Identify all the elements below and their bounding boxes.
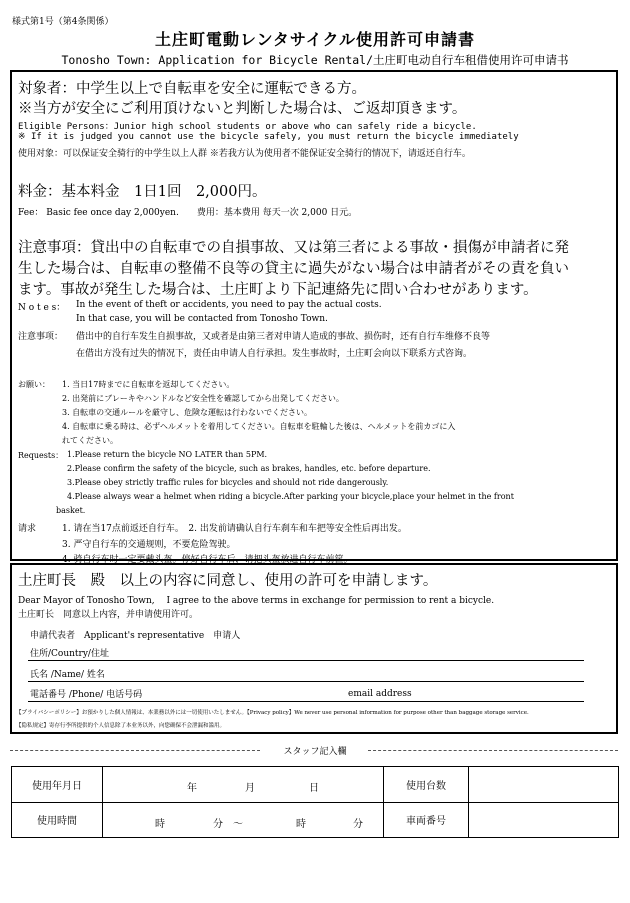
consent-en: Dear Mayor of Tonosho Town, I agree to the above terms in exchange for permission to rent a bicycle. — [18, 596, 495, 606]
page-title: 土庄町電動レンタサイクル使用許可申請書 — [154, 30, 476, 49]
requests-en-label: Requests： — [18, 451, 64, 460]
email-label: email address — [348, 689, 412, 699]
staff-row-time — [12, 802, 619, 838]
requests-en-1: 1.Please return the bicycle NO LATER than 5PM. — [67, 450, 268, 459]
notes-en-1: In the event of theft or accidents, you need to pay the actual costs. — [76, 300, 382, 310]
use-time-label: 使用時間 — [12, 802, 103, 838]
staff-section-label: スタッフ記入欄 — [283, 747, 347, 757]
eligibility-en-2: ※ If it is judged you cannot use the bicycle safely, you must return the bicycle immediately — [18, 132, 519, 142]
name-line[interactable] — [28, 681, 584, 682]
page-subtitle: Tonosho Town: Application for Bicycle Rental/土庄町电动自行车租借使用许可申请书 — [61, 53, 569, 67]
privacy-policy-2: 【隐私规定】寄存行李所提供的个人信息除了本业务以外，向您确保不会泄漏和滥用。 — [16, 723, 226, 729]
requests-en-4b: basket. — [56, 506, 86, 515]
requests-ja-2: 2. 出発前にブレーキやハンドルなど安全性を確認してから出発してください。 — [62, 394, 344, 403]
minute-label-end: 分 — [353, 818, 363, 830]
requests-ja-3: 3. 自転車の交通ルールを厳守し、危険な運転は行わないでください。 — [62, 408, 313, 417]
use-count-label: 使用台数 — [384, 767, 469, 803]
phone-email-line[interactable] — [28, 701, 584, 702]
use-date-label: 使用年月日 — [12, 767, 103, 803]
privacy-policy-1: 【プライバシーポリシー】お預かりした個人情報は、本業務以外には一切使用いたしません。【Privacy policy】We never use personal information for purpose other than baggage storage service. — [16, 710, 529, 716]
staff-row-date — [12, 767, 619, 803]
notes-zh-label: 注意事项： — [18, 332, 64, 342]
tilde: ～ — [233, 818, 243, 830]
staff-table — [11, 766, 619, 838]
eligibility-ja-2: ※当方が安全にご利用頂けないと判断した場合は、ご返却頂きます。 — [18, 101, 467, 117]
applicant-representative-label: 申請代表者 Applicant's representative 申请人 — [30, 631, 241, 641]
minute-label-start: 分 — [213, 818, 223, 830]
address-line[interactable] — [28, 660, 584, 661]
requests-ja-4b: れてください。 — [62, 436, 118, 445]
use-count-field[interactable] — [469, 767, 619, 803]
year-label: 年 — [187, 783, 197, 794]
requests-ja-1: 1. 当日17時までに自転車を返却してください。 — [62, 380, 235, 389]
fee-en-zh: Fee： Basic fee once day 2,000yen. 费用：基本费用 每天一次 2,000 日元。 — [18, 208, 358, 218]
consent-ja: 土庄町長 殿 以上の内容に同意し、使用の許可を申請します。 — [18, 573, 438, 589]
use-time-field[interactable] — [103, 802, 384, 838]
consent-box — [10, 563, 618, 734]
form-number: 様式第1号（第4条関係） — [12, 17, 114, 27]
vehicle-no-field[interactable] — [469, 802, 619, 838]
requests-zh-label: 请求 — [18, 524, 37, 534]
fee-ja: 料金：基本料金 1日1回 2,000円。 — [18, 184, 267, 200]
month-label: 月 — [245, 783, 255, 794]
requests-zh-1: 1. 请在当17点前返还自行车。 2. 出发前请确认自行车刹车和车把等安全性后再出发。 — [62, 524, 407, 534]
name-label: 氏名 /Name/ 姓名 — [30, 670, 105, 680]
notes-zh-1: 借出中的自行车发生自损事故，又或者是由第三者对申请人造成的事故、损伤时，还有自行车维修不良等 — [76, 332, 491, 342]
notes-ja-2: 生した場合は、自転車の整備不良等の貸主に過失がない場合は申請者がその責を負い — [18, 261, 569, 277]
eligibility-en-1: Eligible Persons：Junior high school students or above who can safely ride a bicycle. — [18, 122, 477, 132]
hour-label-start: 時 — [155, 818, 165, 830]
requests-zh-2: 3. 严守自行车的交通规则，不要危险驾驶。 — [62, 540, 236, 550]
requests-en-4a: 4.Please always wear a helmet when riding a bicycle.After parking your bicycle,place your helmet in the front — [67, 492, 514, 501]
consent-zh: 土庄町长 同意以上内容，并申请使用许可。 — [18, 610, 199, 620]
notes-ja-1: 注意事項：貸出中の自転車での自損事故、又は第三者による事故・損傷が申請者に発 — [18, 240, 569, 256]
notes-en-2: In that case, you will be contacted from Tonosho Town. — [76, 314, 328, 324]
address-label: 住所/Country/住址 — [30, 649, 109, 659]
requests-ja-label: お願い： — [18, 380, 50, 389]
requests-zh-3: 4. 骑自行车时一定要戴头盔。停好自行车后，请把头盔放进自行车前筐。 — [62, 555, 353, 565]
notes-zh-2: 在借出方没有过失的情况下，责任由申请人自行承担。发生事故时，土庄町会向以下联系方式咨询。 — [76, 349, 473, 359]
eligibility-ja-1: 対象者：中学生以上で自転車を安全に運転できる方。 — [18, 81, 366, 97]
eligibility-zh: 使用对象：可以保证安全骑行的中学生以上人群 ※若我方认为使用者不能保证安全骑行的情况下，请返还自行车。 — [18, 149, 471, 159]
day-label: 日 — [309, 783, 319, 794]
requests-en-3: 3.Please obey strictly traffic rules for bicycles and should not ride dangerously. — [67, 478, 389, 487]
use-date-field[interactable] — [103, 767, 384, 803]
notes-ja-3: ます。事故が発生した場合は、土庄町より下記連絡先に問い合わせがあります。 — [18, 282, 538, 298]
staff-divider-right — [368, 750, 618, 751]
terms-box — [10, 70, 618, 565]
phone-label: 電話番号 /Phone/ 电话号码 — [30, 690, 143, 700]
requests-ja-4a: 4. 自転車に乗る時は、必ずヘルメットを着用してください。自転車を駐輪した後は、ヘルメットを前カゴに入 — [62, 422, 456, 431]
requests-en-2: 2.Please confirm the safety of the bicycle, such as brakes, handles, etc. before departure. — [67, 464, 431, 473]
hour-label-end: 時 — [296, 818, 306, 830]
vehicle-no-label: 車両番号 — [384, 802, 469, 838]
notes-en-label: N o t e s： — [18, 303, 66, 313]
